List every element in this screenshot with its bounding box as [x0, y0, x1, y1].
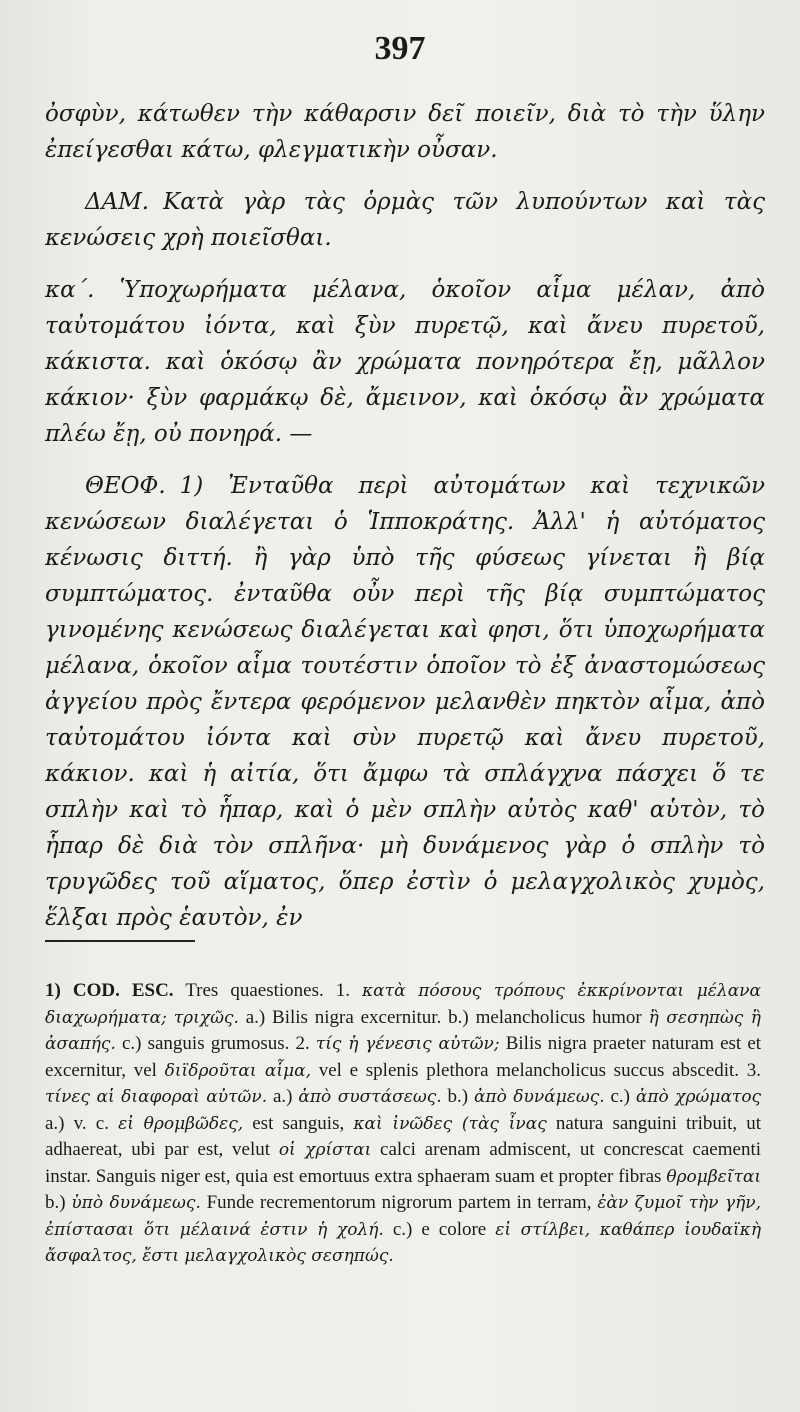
footnote-text: a.): [272, 1086, 293, 1107]
footnote-greek: εἰ στίλβει, καθάπερ ἰουδαϊκὴ ἄσφαλτος, ἔστι μελαγχολικὸς σεσηπώς.: [45, 1219, 762, 1266]
speaker-label: ΘΕΟΦ.: [85, 473, 166, 499]
speaker-label: ΔΑΜ.: [85, 189, 150, 215]
footnote-text: natura sanguini tribuit, ut adhaereat, ubi par est, velut: [45, 1112, 762, 1160]
footnote-text: Funde recrementorum nigrorum partem in terram,: [206, 1192, 592, 1213]
footnote-greek: καὶ ἰνῶδες (τὰς ἶνας: [353, 1113, 547, 1134]
paragraph-theoph: [45, 468, 765, 936]
footnote-text: a.) v. c.: [45, 1112, 109, 1134]
footnote-text: c.): [610, 1086, 631, 1107]
footnote-greek: τίνες αἱ διαφοραὶ αὐτῶν.: [45, 1087, 268, 1107]
footnote-text: Tres quaestiones. 1.: [185, 980, 351, 1001]
footnote-text: est sanguis,: [252, 1112, 345, 1134]
footnote: [45, 978, 761, 1270]
footnote-greek: τίς ἡ γένεσις αὐτῶν;: [315, 1034, 500, 1054]
footnote-greek: διϊδροῦται αἷμα,: [164, 1060, 311, 1081]
footnote-greek: εἰ θρομβῶδες,: [118, 1113, 244, 1134]
footnote-greek: ἀπὸ δυνάμεως.: [473, 1087, 605, 1107]
paragraph-dam: [45, 184, 765, 256]
footnote-text: b.): [45, 1192, 66, 1213]
footnote-marker: 1) COD. ESC.: [45, 980, 174, 1001]
footnote-greek: ἐὰν ζυμοῖ τὴν γῆν, ἐπίστασαι ὅτι μέλαινά ἐστιν ἡ χολή.: [45, 1193, 762, 1240]
paragraph-text: 1) Ἐνταῦθα περὶ αὐτομάτων καὶ τεχνικῶν κενώσεων διαλέγεται ὁ Ἱπποκράτης. Ἀλλ' ἡ αὐτόματος κένωσις διττή. ἢ γὰρ ὑπὸ τῆς φύσεως γίνεται ἢ βίᾳ συμπτώματος. ἐνταῦθα οὖν περὶ τῆς βίᾳ συμπτώματος γινομένης κενώσεως διαλέγεται καὶ φησι, ὅτι ὑποχωρήματα μέλανα, ὁκοῖον αἷμα τουτέστιν ὁποῖον τὸ ἐξ ἀναστομώσεως ἀγγείου πρὸς ἔντερα φερόμενον μελανθὲν πηκτὸν αἷμα, ἀπὸ ταὐτομάτου ἰόντα καὶ σὺν πυρετῷ καὶ ἄνευ πυρετοῦ, κάκιον. καὶ ἡ αἰτία, ὅτι ἄμφω τὰ σπλάγχνα πάσχει ὅ τε σπλὴν καὶ τὸ ἧπαρ, καὶ ὁ μὲν σπλὴν αὐτὸς καθ' αὑτὸν, τὸ ἧπαρ δὲ διὰ τὸν σπλῆνα· μὴ δυνάμενος γὰρ ὁ σπλὴν τὸ τρυγῶδες τοῦ αἵματος, ὅπερ ἐστὶν ὁ μελαγχολικὸς χυμὸς, ἕλξαι πρὸς ἑαυτὸν, ἐν: [45, 473, 765, 931]
footnote-greek: ἀπὸ συστάσεως.: [298, 1087, 442, 1107]
footnote-text: vel e splenis plethora melancholicus succus abscedit. 3.: [318, 1059, 762, 1081]
footnote-greek: κατὰ πόσους τρόπους ἐκκρίνονται μέλανα διαχωρήματα;: [45, 981, 761, 1028]
paragraph-continuation: ὀσφὺν, κάτωθεν τὴν κάθαρσιν δεῖ ποιεῖν, διὰ τὸ τὴν ὕλην ἐπείγεσθαι κάτω, φλεγματικὴν οὖσαν.: [45, 101, 765, 163]
footnote-divider: [45, 940, 195, 942]
main-text: [45, 96, 765, 936]
paragraph-text: Κατὰ γὰρ τὰς ὁρμὰς τῶν λυπούντων καὶ τὰς κενώσεις χρὴ ποιεῖσθαι.: [45, 189, 765, 251]
footnote-greek: ὑπὸ δυνάμεως.: [71, 1193, 201, 1213]
aphorism-paragraph: κα΄. Ὑποχωρήματα μέλανα, ὁκοῖον αἷμα μέλαν, ἀπὸ ταὐτομάτου ἰόντα, καὶ ξὺν πυρετῷ, καὶ ἄνευ πυρετοῦ, κάκιστα. καὶ ὁκόσῳ ἂν χρώματα πονηρότερα ἔῃ, μᾶλλον κάκιον· ξὺν φαρμάκῳ δὲ, ἄμεινον, καὶ ὁκόσῳ ἂν χρώματα πλέω ἔῃ, οὐ πονηρά. —: [45, 277, 765, 447]
footnote-text: b.): [447, 1086, 469, 1107]
footnote-text: calci arenam admiscent, ut concrescat caementi instar. Sanguis niger est, quia est emortuus extra sphaeram suam et propter fibras: [45, 1139, 761, 1187]
footnote-text: Bilis nigra praeter naturam est et excernitur, vel: [45, 1033, 762, 1081]
page-number: 397: [374, 30, 426, 67]
footnote-text: a.) Bilis nigra excernitur. b.) melancholicus humor: [245, 1006, 642, 1028]
footnote-text: c.) sanguis grumosus. 2.: [121, 1033, 310, 1054]
footnote-greek: τριχῶς.: [173, 1007, 239, 1028]
footnote-greek: ἢ σεσηπὼς ἢ ἀσαπής.: [45, 1007, 761, 1054]
footnote-greek: θρομβεῖται: [666, 1166, 761, 1187]
footnote-greek: ἀπὸ χρώματος: [635, 1087, 762, 1107]
footnote-greek: οἱ χρίσται: [278, 1140, 372, 1160]
footnote-text: c.) e colore: [392, 1218, 487, 1240]
